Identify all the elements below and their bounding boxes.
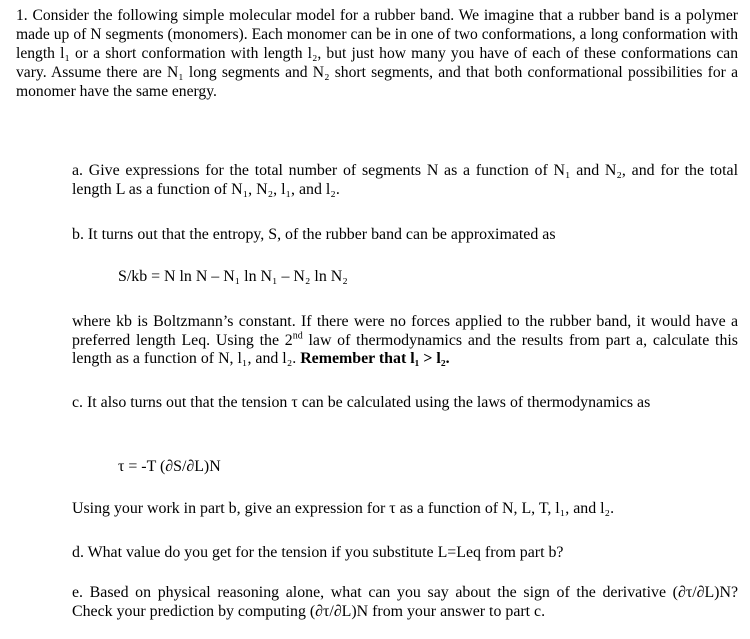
- part-b-intro: b. It turns out that the entropy, S, of the rubber band can be approximated as: [72, 226, 556, 243]
- part-a: a. Give expressions for the total number of segments N as a function of N₁ and N₂, and for the total length L as a function of N₁, N₂, l₁, and l₂.: [72, 162, 738, 198]
- part-c-text: Using your work in part b, give an expression for τ as a function of N, L, T, l₁, and l₂.: [72, 500, 615, 517]
- part-e: e. Based on physical reasoning alone, what can you say about the sign of the derivative (∂τ/∂L)N? Check your prediction by computing (∂τ/∂L)N from your answer to part c.: [72, 584, 738, 620]
- part-d: d. What value do you get for the tension if you substitute L=Leq from part b?: [72, 544, 564, 561]
- part-b-text: [72, 313, 738, 369]
- part-b-superscript: nd: [292, 330, 303, 342]
- part-b-text-1: where kb is Boltzmann’s constant. If there were no forces applied to the rubber band, it would have a preferred length Leq. Using the 2: [72, 313, 738, 349]
- entropy-equation: S/kb = N ln N – N₁ ln N₁ – N₂ ln N₂: [118, 268, 348, 285]
- part-c-intro: c. It also turns out that the tension τ can be calculated using the laws of thermodynamics as: [72, 394, 651, 411]
- part-b-text-2: law of thermodynamics and the results from part a, calculate this length as a function of N, l₁, and l₂.: [72, 331, 738, 368]
- tension-equation: τ = -T (∂S/∂L)N: [118, 458, 221, 475]
- problem-intro: 1. Consider the following simple molecular model for a rubber band. We imagine that a rubber band is a polymer made up of N segments (monomers). Each monomer can be in one of two conformations, a long conformation with length l₁ or a short conformation with length l₂, but just how many you have of each of these conformations can vary. Assume there are N₁ long segments and N₂ short segments, and that both conformational possibilities for a monomer have the same energy.: [16, 7, 738, 100]
- part-b-reminder: Remember that l₁ > l₂.: [300, 350, 450, 368]
